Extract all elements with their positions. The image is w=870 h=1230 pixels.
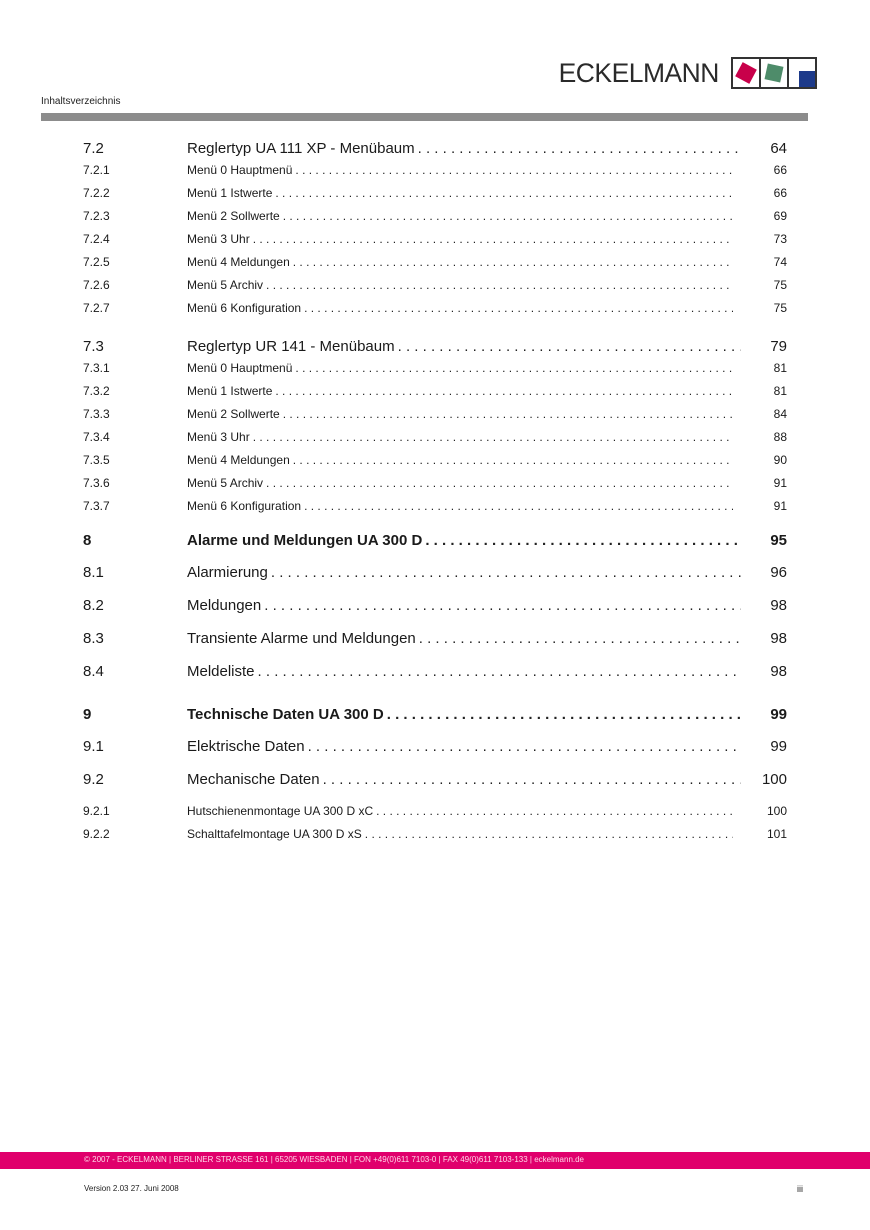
toc-entry-number: 8.4 (83, 663, 104, 680)
toc-entry[interactable] (83, 827, 787, 850)
toc-leader-dots (295, 361, 733, 375)
toc-entry[interactable] (83, 453, 787, 476)
toc-leader-dots (387, 706, 741, 723)
toc-entry-number: 8 (83, 532, 92, 549)
toc-entry-title: Menü 2 Sollwerte (187, 209, 283, 223)
toc-leader-dots (398, 338, 741, 355)
toc-leader-dots (323, 771, 741, 788)
toc-entry-number: 9.2 (83, 771, 104, 788)
toc-entry-title: Menü 6 Konfiguration (187, 499, 304, 513)
toc-entry-title: Menü 1 Istwerte (187, 186, 275, 200)
toc-entry-title: Reglertyp UA 111 XP - Menübaum (187, 140, 418, 157)
toc-entry-page: 75 (773, 278, 787, 292)
toc-leader-dots (266, 476, 733, 490)
toc-entry-title: Menü 0 Hauptmenü (187, 163, 295, 177)
toc-entry[interactable] (83, 771, 787, 804)
toc-entry[interactable] (83, 140, 787, 163)
toc-leader-dots (425, 532, 741, 549)
toc-leader-dots (295, 163, 733, 177)
running-header: Inhaltsverzeichnis (41, 96, 121, 107)
page-number: iii (797, 1184, 803, 1194)
toc-entry-number: 7.3.2 (83, 384, 110, 398)
toc-entry-page: 69 (773, 209, 787, 223)
logo-wordmark: ECKELMANN (558, 57, 719, 88)
toc-entry[interactable] (83, 597, 787, 630)
toc-entry-page: 84 (773, 407, 787, 421)
toc-entry-number: 7.2 (83, 140, 104, 157)
toc-entry-page: 64 (770, 140, 787, 157)
toc-entry-page: 91 (773, 499, 787, 513)
toc-leader-dots (275, 384, 733, 398)
table-of-contents (83, 140, 787, 850)
header-divider-bar (41, 113, 808, 121)
toc-entry-page: 74 (773, 255, 787, 269)
toc-entry[interactable] (83, 278, 787, 301)
toc-entry-page: 91 (773, 476, 787, 490)
toc-entry-title: Menü 4 Meldungen (187, 453, 293, 467)
toc-leader-dots (418, 140, 741, 157)
toc-leader-dots (258, 663, 741, 680)
toc-entry-number: 7.2.3 (83, 209, 110, 223)
toc-entry[interactable] (83, 564, 787, 597)
toc-leader-dots (293, 453, 733, 467)
toc-entry-number: 7.2.6 (83, 278, 110, 292)
toc-entry-title: Menü 5 Archiv (187, 278, 266, 292)
toc-entry-number: 7.2.7 (83, 301, 110, 315)
toc-entry-page: 101 (766, 827, 787, 841)
toc-entry-number: 7.3 (83, 338, 104, 355)
toc-entry[interactable] (83, 499, 787, 522)
toc-leader-dots (419, 630, 741, 647)
toc-entry[interactable] (83, 209, 787, 232)
toc-entry[interactable] (83, 804, 787, 827)
toc-entry-number: 7.2.5 (83, 255, 110, 269)
toc-entry[interactable] (83, 361, 787, 384)
footer-contact-line: © 2007 - ECKELMANN | BERLINER STRASSE 161 | 65205 WIESBADEN | FON +49(0)611 7103-0 | FAX 49(0)611 7103-133 | eckelmann.de (84, 1155, 585, 1164)
toc-leader-dots (304, 499, 733, 513)
toc-entry-page: 96 (770, 564, 787, 581)
toc-entry[interactable] (83, 630, 787, 663)
toc-entry-number: 8.1 (83, 564, 104, 581)
toc-leader-dots (283, 209, 733, 223)
toc-entry[interactable] (83, 430, 787, 453)
toc-entry-title: Menü 6 Konfiguration (187, 301, 304, 315)
toc-entry-number: 8.2 (83, 597, 104, 614)
eckelmann-logo (557, 57, 817, 89)
toc-entry[interactable] (83, 532, 787, 564)
toc-entry-number: 7.3.3 (83, 407, 110, 421)
toc-leader-dots (275, 186, 733, 200)
toc-entry-number: 8.3 (83, 630, 104, 647)
toc-entry[interactable] (83, 255, 787, 278)
toc-entry-page: 95 (770, 532, 787, 549)
toc-entry-title: Menü 0 Hauptmenü (187, 361, 295, 375)
toc-entry[interactable] (83, 476, 787, 499)
toc-entry-title: Transiente Alarme und Meldungen (187, 630, 419, 647)
toc-leader-dots (253, 232, 733, 246)
toc-entry-title: Menü 3 Uhr (187, 430, 253, 444)
toc-entry-number: 9 (83, 706, 92, 723)
toc-entry-page: 66 (773, 163, 787, 177)
toc-entry-number: 9.2.2 (83, 827, 110, 841)
toc-leader-dots (304, 301, 733, 315)
toc-entry-title: Menü 2 Sollwerte (187, 407, 283, 421)
toc-entry-number: 7.3.6 (83, 476, 110, 490)
toc-entry-title: Technische Daten UA 300 D (187, 706, 387, 723)
toc-entry-page: 73 (773, 232, 787, 246)
toc-entry-title: Menü 5 Archiv (187, 476, 266, 490)
toc-entry-title: Meldungen (187, 597, 264, 614)
logo-blue-square-icon (789, 59, 815, 87)
toc-entry-number: 9.2.1 (83, 804, 110, 818)
toc-entry-page: 99 (770, 706, 787, 723)
toc-entry-number: 7.3.4 (83, 430, 110, 444)
toc-entry-page: 99 (770, 738, 787, 755)
toc-entry[interactable] (83, 163, 787, 186)
toc-entry-number: 9.1 (83, 738, 104, 755)
toc-entry-title: Menü 3 Uhr (187, 232, 253, 246)
toc-entry[interactable] (83, 663, 787, 696)
toc-entry-page: 81 (773, 384, 787, 398)
toc-entry-page: 98 (770, 597, 787, 614)
toc-entry-title: Mechanische Daten (187, 771, 323, 788)
toc-entry[interactable] (83, 232, 787, 255)
toc-leader-dots (271, 564, 741, 581)
logo-squares-icon (731, 57, 817, 89)
toc-entry-page: 66 (773, 186, 787, 200)
toc-entry-title: Reglertyp UR 141 - Menübaum (187, 338, 398, 355)
toc-entry-page: 98 (770, 663, 787, 680)
toc-entry-title: Alarmierung (187, 564, 271, 581)
toc-entry-page: 79 (770, 338, 787, 355)
toc-entry-number: 7.3.5 (83, 453, 110, 467)
toc-entry-title: Schalttafelmontage UA 300 D xS (187, 827, 365, 841)
toc-leader-dots (308, 738, 741, 755)
toc-entry[interactable] (83, 706, 787, 738)
toc-leader-dots (365, 827, 733, 841)
toc-entry-number: 7.3.7 (83, 499, 110, 513)
toc-entry-title: Menü 4 Meldungen (187, 255, 293, 269)
toc-entry-page: 88 (773, 430, 787, 444)
toc-leader-dots (266, 278, 733, 292)
toc-entry-title: Menü 1 Istwerte (187, 384, 275, 398)
logo-green-square-icon (761, 59, 789, 87)
toc-entry-title: Meldeliste (187, 663, 258, 680)
toc-entry[interactable] (83, 301, 787, 324)
toc-entry-page: 100 (766, 804, 787, 818)
toc-entry-number: 7.3.1 (83, 361, 110, 375)
toc-leader-dots (376, 804, 733, 818)
toc-leader-dots (283, 407, 733, 421)
toc-entry-number: 7.2.4 (83, 232, 110, 246)
toc-entry[interactable] (83, 407, 787, 430)
toc-entry[interactable] (83, 186, 787, 209)
toc-entry-page: 98 (770, 630, 787, 647)
toc-entry-page: 100 (761, 771, 787, 788)
toc-entry-page: 75 (773, 301, 787, 315)
toc-leader-dots (293, 255, 733, 269)
toc-leader-dots (253, 430, 733, 444)
toc-entry-page: 90 (773, 453, 787, 467)
logo-red-square-icon (733, 59, 761, 87)
toc-entry-title: Alarme und Meldungen UA 300 D (187, 532, 425, 549)
toc-entry-title: Hutschienenmontage UA 300 D xC (187, 804, 376, 818)
toc-leader-dots (264, 597, 741, 614)
version-date: Version 2.03 27. Juni 2008 (84, 1184, 179, 1193)
toc-entry[interactable] (83, 338, 787, 361)
toc-entry-page: 81 (773, 361, 787, 375)
toc-entry-number: 7.2.2 (83, 186, 110, 200)
toc-entry-title: Elektrische Daten (187, 738, 308, 755)
toc-entry-number: 7.2.1 (83, 163, 110, 177)
toc-entry[interactable] (83, 384, 787, 407)
toc-entry[interactable] (83, 738, 787, 771)
